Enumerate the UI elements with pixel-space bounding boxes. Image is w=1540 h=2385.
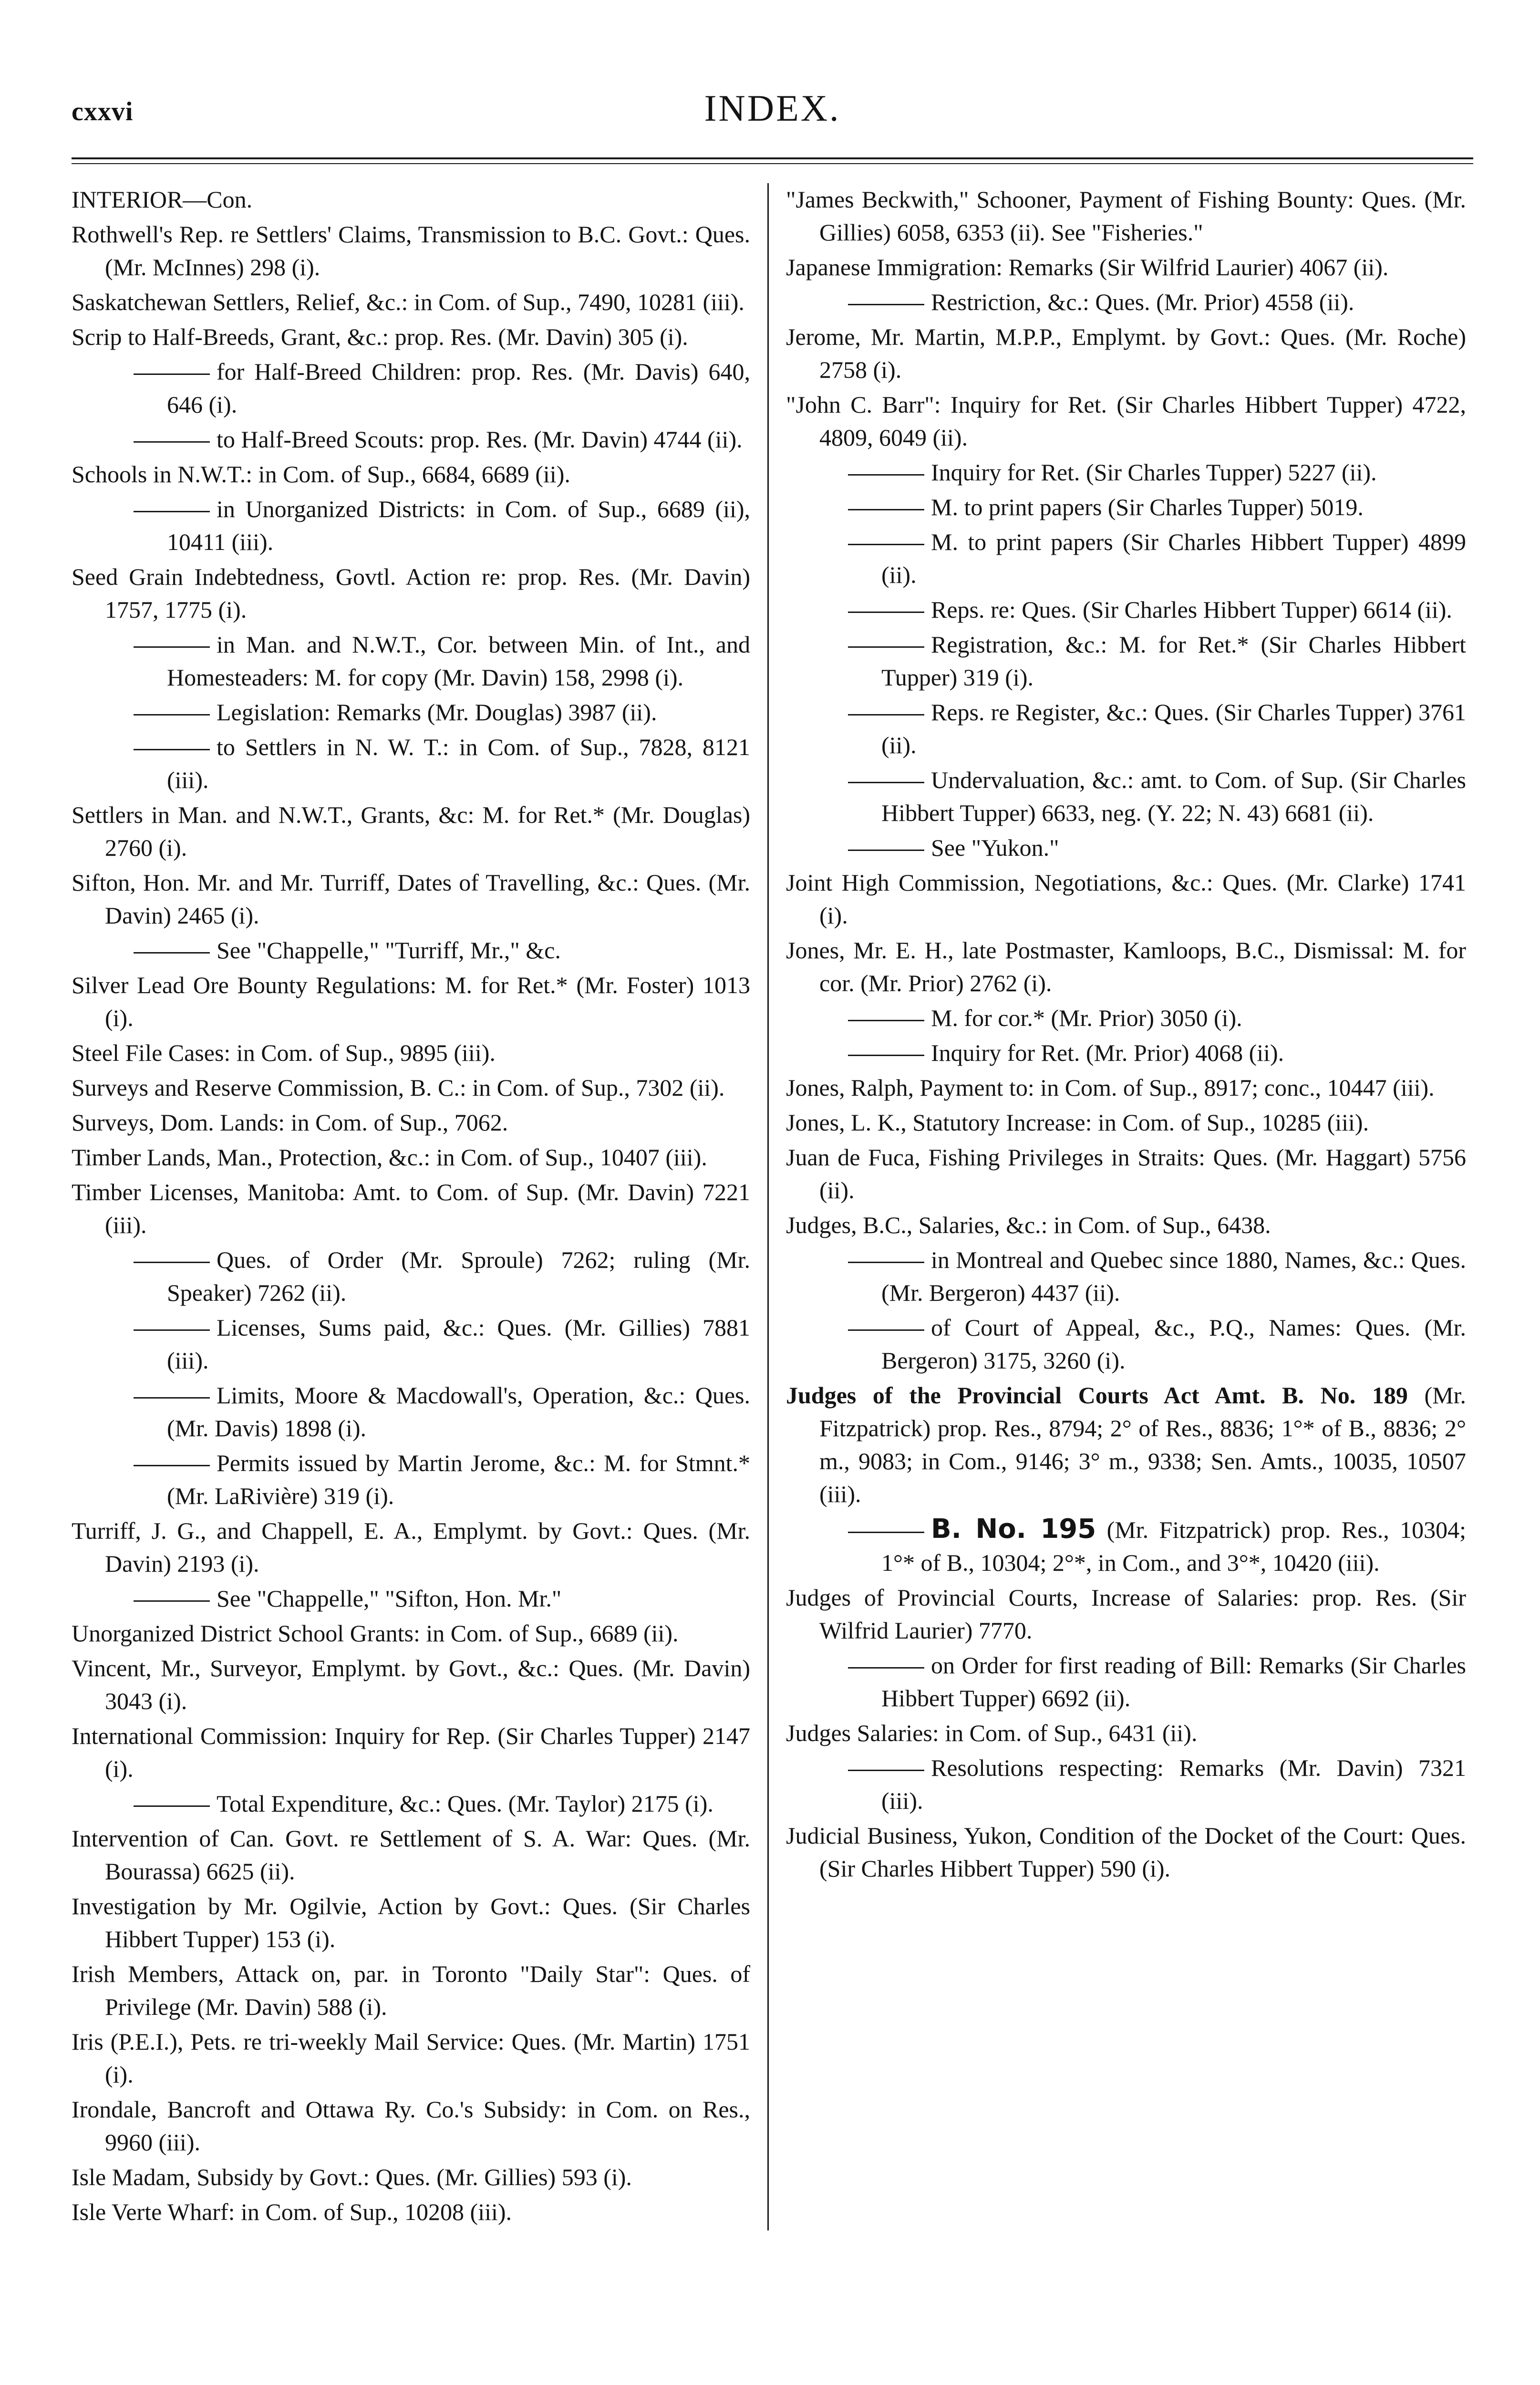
ditto-dash — [134, 1397, 210, 1399]
index-subentry — [72, 1447, 750, 1513]
index-entry — [72, 1141, 750, 1174]
index-entry — [786, 1209, 1466, 1242]
entry-text: Registration, &c.: M. for Ret.* (Sir Charles Hibbert Tupper) 319 (i). — [881, 631, 1466, 691]
entry-text: Scrip to Half-Breeds, Grant, &c.: prop. Res. (Mr. Davin) 305 (i). — [72, 323, 688, 350]
index-subentry — [72, 731, 750, 797]
index-entry — [72, 286, 750, 319]
index-subentry — [786, 1244, 1466, 1309]
entry-text: Rothwell's Rep. re Settlers' Claims, Transmission to B.C. Govt.: Ques. (Mr. McInnes) 298 (i). — [72, 221, 750, 280]
index-entry — [786, 183, 1466, 249]
entry-text: See "Chappelle," "Turriff, Mr.," &c. — [217, 937, 561, 964]
entry-text: "John C. Barr": Inquiry for Ret. (Sir Charles Hibbert Tupper) 4722, 4809, 6049 (ii). — [786, 391, 1466, 451]
index-entry — [72, 560, 750, 626]
ditto-dash — [134, 714, 210, 716]
ditto-dash — [848, 1667, 924, 1669]
index-subentry — [72, 355, 750, 421]
entry-text: Jones, Ralph, Payment to: in Com. of Sup., 8917; conc., 10447 (iii). — [786, 1074, 1435, 1101]
index-subentry — [72, 934, 750, 967]
entry-text: Timber Lands, Man., Protection, &c.: in Com. of Sup., 10407 (iii). — [72, 1144, 707, 1171]
page-number: cxxvi — [72, 97, 134, 126]
index-entry — [72, 1617, 750, 1650]
entry-text: Jones, L. K., Statutory Increase: in Com. of Sup., 10285 (iii). — [786, 1109, 1369, 1136]
entry-text: Inquiry for Ret. (Mr. Prior) 4068 (ii). — [931, 1039, 1284, 1066]
entry-text: Jones, Mr. E. H., late Postmaster, Kamloops, B.C., Dismissal: M. for cor. (Mr. Prior) 2762 (i). — [786, 937, 1466, 996]
ditto-dash — [848, 1329, 924, 1331]
entry-text: Ques. of Order (Mr. Sproule) 7262; ruling (Mr. Speaker) 7262 (ii). — [167, 1246, 750, 1306]
entry-text: Isle Madam, Subsidy by Govt.: Ques. (Mr. Gillies) 593 (i). — [72, 2164, 632, 2190]
index-entry — [72, 1652, 750, 1718]
entry-text: on Order for first reading of Bill: Remarks (Sir Charles Hibbert Tupper) 6692 (ii). — [881, 1652, 1466, 1711]
ditto-dash — [134, 749, 210, 750]
ditto-dash — [848, 1262, 924, 1263]
index-entry — [786, 1819, 1466, 1885]
entry-text: Judges, B.C., Salaries, &c.: in Com. of Sup., 6438. — [786, 1212, 1271, 1238]
entry-text: Permits issued by Martin Jerome, &c.: M. for Stmnt.* (Mr. LaRivière) 319 (i). — [167, 1450, 750, 1509]
right-column — [769, 183, 1466, 2230]
entry-text: Restriction, &c.: Ques. (Mr. Prior) 4558 (ii). — [931, 289, 1354, 315]
entry-text: Joint High Commission, Negotiations, &c.: Ques. (Mr. Clarke) 1741 (i). — [786, 869, 1466, 929]
entry-text: Irish Members, Attack on, par. in Toronto "Daily Star": Ques. of Privilege (Mr. Davin) 588 (i). — [72, 1960, 750, 2020]
index-entry — [786, 1581, 1466, 1647]
header-rule — [72, 157, 1473, 164]
entry-text: Isle Verte Wharf: in Com. of Sup., 10208 (iii). — [72, 2198, 512, 2225]
entry-text: in Montreal and Quebec since 1880, Names, &c.: Ques. (Mr. Bergeron) 4437 (ii). — [881, 1246, 1466, 1306]
index-subentry — [786, 491, 1466, 524]
ditto-dash — [134, 1465, 210, 1466]
entry-text: of Court of Appeal, &c., P.Q., Names: Ques. (Mr. Bergeron) 3175, 3260 (i). — [881, 1314, 1466, 1374]
entry-text: Settlers in Man. and N.W.T., Grants, &c: M. for Ret.* (Mr. Douglas) 2760 (i). — [72, 801, 750, 861]
index-entry — [72, 1514, 750, 1580]
entry-text: Inquiry for Ret. (Sir Charles Tupper) 5227 (ii). — [931, 459, 1377, 486]
index-entry — [72, 1890, 750, 1956]
ditto-dash — [848, 474, 924, 476]
entry-text: Reps. re: Ques. (Sir Charles Hibbert Tupper) 6614 (ii). — [931, 596, 1452, 623]
entry-text: Turriff, J. G., and Chappell, E. A., Emplymt. by Govt.: Ques. (Mr. Davin) 2193 (i). — [72, 1517, 750, 1577]
entry-text: Vincent, Mr., Surveyor, Emplymt. by Govt., &c.: Ques. (Mr. Davin) 3043 (i). — [72, 1655, 750, 1714]
index-subentry — [72, 696, 750, 729]
ditto-dash — [134, 646, 210, 648]
index-subentry — [786, 1513, 1466, 1579]
page-title: INDEX. — [704, 87, 841, 129]
index-subentry — [786, 1037, 1466, 1069]
entry-text: Legislation: Remarks (Mr. Douglas) 3987 (ii). — [217, 699, 657, 726]
index-subentry — [786, 1002, 1466, 1035]
ditto-dash — [134, 1600, 210, 1602]
index-subentry — [786, 831, 1466, 864]
index-entry — [786, 1141, 1466, 1207]
entry-text: Unorganized District School Grants: in Com. of Sup., 6689 (ii). — [72, 1620, 679, 1647]
index-entry — [72, 2093, 750, 2159]
entry-text: Silver Lead Ore Bounty Regulations: M. for Ret.* (Mr. Foster) 1013 (i). — [72, 972, 750, 1031]
index-entry — [72, 866, 750, 932]
index-subentry — [72, 493, 750, 559]
entry-text: to Settlers in N. W. T.: in Com. of Sup., 7828, 8121 (iii). — [167, 734, 750, 793]
index-subentry — [786, 593, 1466, 626]
ditto-dash — [848, 782, 924, 783]
index-entry — [72, 1106, 750, 1139]
index-entry — [786, 1106, 1466, 1139]
entry-text: Surveys, Dom. Lands: in Com. of Sup., 7062. — [72, 1109, 508, 1136]
index-subentry — [786, 526, 1466, 591]
entry-text: Saskatchewan Settlers, Relief, &c.: in Com. of Sup., 7490, 10281 (iii). — [72, 289, 744, 315]
index-entry — [72, 1822, 750, 1888]
entry-text: See "Chappelle," "Sifton, Hon. Mr." — [217, 1585, 562, 1612]
entry-text: Judicial Business, Yukon, Condition of the Docket of the Court: Ques. (Sir Charles Hibbert Tupper) 590 (i). — [786, 1822, 1466, 1882]
index-entry — [72, 2196, 750, 2229]
ditto-dash — [848, 714, 924, 716]
left-column — [72, 183, 769, 2230]
index-subentry — [72, 1787, 750, 1820]
entry-text: See "Yukon." — [931, 834, 1059, 861]
ditto-dash — [134, 1262, 210, 1263]
index-entry — [72, 218, 750, 284]
ditto-dash — [134, 952, 210, 954]
index-subentry — [786, 1649, 1466, 1715]
index-subentry — [786, 1752, 1466, 1817]
index-entry — [786, 251, 1466, 284]
entry-text: Licenses, Sums paid, &c.: Ques. (Mr. Gillies) 7881 (iii). — [167, 1314, 750, 1374]
index-entry — [786, 321, 1466, 386]
entry-text: Jerome, Mr. Martin, M.P.P., Emplymt. by Govt.: Ques. (Mr. Roche) 2758 (i). — [786, 323, 1466, 383]
entry-text: Intervention of Can. Govt. re Settlement of S. A. War: Ques. (Mr. Bourassa) 6625 (ii). — [72, 1825, 750, 1885]
entry-text: Timber Licenses, Manitoba: Amt. to Com. of Sup. (Mr. Davin) 7221 (iii). — [72, 1179, 750, 1238]
index-entry — [72, 2025, 750, 2091]
index-entry — [72, 458, 750, 491]
index-entry — [72, 798, 750, 864]
index-subentry — [72, 1582, 750, 1615]
index-entry — [72, 1071, 750, 1104]
index-heading — [72, 183, 750, 216]
entry-text: Juan de Fuca, Fishing Privileges in Straits: Ques. (Mr. Haggart) 5756 (ii). — [786, 1144, 1466, 1203]
ditto-dash — [848, 646, 924, 648]
entry-text: for Half-Breed Children: prop. Res. (Mr. Davis) 640, 646 (i). — [167, 358, 750, 418]
index-subentry — [72, 1244, 750, 1309]
entry-text: "James Beckwith," Schooner, Payment of Fishing Bounty: Ques. (Mr. Gillies) 6058, 6353 (ii). See "Fisheries." — [786, 186, 1466, 246]
ditto-dash — [848, 1020, 924, 1021]
ditto-dash — [134, 1805, 210, 1807]
index-subentry — [786, 696, 1466, 762]
entry-text: M. to print papers (Sir Charles Tupper) 5019. — [931, 494, 1364, 520]
entry-text: in Man. and N.W.T., Cor. between Min. of Int., and Homesteaders: M. for copy (Mr. Davin) 158, 2998 (i). — [167, 631, 750, 691]
entry-text: Japanese Immigration: Remarks (Sir Wilfrid Laurier) 4067 (ii). — [786, 254, 1389, 280]
index-entry — [72, 969, 750, 1035]
entry-text: International Commission: Inquiry for Rep. (Sir Charles Tupper) 2147 (i). — [72, 1722, 750, 1782]
entry-text: M. to print papers (Sir Charles Hibbert Tupper) 4899 (ii). — [881, 529, 1466, 588]
ditto-dash — [848, 509, 924, 510]
entry-text: Reps. re Register, &c.: Ques. (Sir Charles Tupper) 3761 (ii). — [881, 699, 1466, 758]
ditto-dash — [848, 304, 924, 305]
entry-text: to Half-Breed Scouts: prop. Res. (Mr. Davin) 4744 (ii). — [217, 426, 743, 453]
entry-text: Irondale, Bancroft and Ottawa Ry. Co.'s Subsidy: in Com. on Res., 9960 (iii). — [72, 2096, 750, 2156]
index-subentry — [786, 456, 1466, 489]
index-entry — [72, 1720, 750, 1785]
entry-text: Seed Grain Indebtedness, Govtl. Action re: prop. Res. (Mr. Davin) 1757, 1775 (i). — [72, 563, 750, 623]
ditto-dash — [848, 612, 924, 613]
entry-text: Schools in N.W.T.: in Com. of Sup., 6684, 6689 (ii). — [72, 461, 570, 487]
index-entry — [72, 1958, 750, 2023]
ditto-dash — [848, 1055, 924, 1056]
index-entry — [72, 321, 750, 353]
index-subentry — [72, 1379, 750, 1445]
ditto-dash — [848, 850, 924, 851]
index-subentry — [72, 628, 750, 694]
index-entry-bold — [786, 1379, 1466, 1511]
entry-text: Steel File Cases: in Com. of Sup., 9895 (iii). — [72, 1039, 496, 1066]
ditto-dash — [134, 373, 210, 375]
entry-lead: B. No. 195 — [931, 1514, 1096, 1545]
index-subentry — [786, 286, 1466, 319]
index-subentry — [72, 423, 750, 456]
ditto-dash — [848, 1770, 924, 1771]
entry-text: Investigation by Mr. Ogilvie, Action by Govt.: Ques. (Sir Charles Hibbert Tupper) 153 (i). — [72, 1893, 750, 1952]
index-subentry — [72, 1311, 750, 1377]
entry-text: Judges of Provincial Courts, Increase of Salaries: prop. Res. (Sir Wilfrid Laurier) 7770. — [786, 1584, 1466, 1644]
index-entry — [72, 1176, 750, 1242]
index-columns — [72, 183, 1473, 2230]
entry-text: Limits, Moore & Macdowall's, Operation, &c.: Ques. (Mr. Davis) 1898 (i). — [167, 1382, 750, 1441]
entry-text: (Mr. Fitzpatrick) prop. Res., 10304; 1°* of B., 10304; 2°*, in Com., and 3°*, 10420 (iii). — [881, 1516, 1466, 1576]
ditto-dash — [848, 1532, 924, 1533]
ditto-dash — [134, 1329, 210, 1331]
entry-text: Resolutions respecting: Remarks (Mr. Davin) 7321 (iii). — [881, 1754, 1466, 1814]
index-entry — [786, 934, 1466, 1000]
index-entry — [786, 866, 1466, 932]
ditto-dash — [848, 544, 924, 545]
index-entry — [786, 1717, 1466, 1750]
index-subentry — [786, 628, 1466, 694]
index-entry — [72, 2161, 750, 2194]
index-subentry — [786, 1311, 1466, 1377]
index-entry — [786, 1071, 1466, 1104]
page-header — [72, 87, 1473, 153]
entry-text: Iris (P.E.I.), Pets. re tri-weekly Mail Service: Ques. (Mr. Martin) 1751 (i). — [72, 2028, 750, 2088]
index-subentry — [786, 764, 1466, 830]
entry-text: Judges Salaries: in Com. of Sup., 6431 (ii). — [786, 1720, 1198, 1746]
entry-text: in Unorganized Districts: in Com. of Sup., 6689 (ii), 10411 (iii). — [167, 496, 750, 555]
index-entry — [72, 1037, 750, 1069]
entry-text: (Mr. Fitzpatrick) prop. Res., 8794; 2° of Res., 8836; 1°* of B., 8836; 2° m., 9083; in Com., 9146; 3° m., 9338; Sen. Amts., 10035, 10507 (iii). — [819, 1382, 1466, 1507]
entry-text: Surveys and Reserve Commission, B. C.: in Com. of Sup., 7302 (ii). — [72, 1074, 725, 1101]
entry-text: Undervaluation, &c.: amt. to Com. of Sup. (Sir Charles Hibbert Tupper) 6633, neg. (Y. 22; N. 43) 6681 (ii). — [881, 767, 1466, 826]
entry-text: INTERIOR—Con. — [72, 186, 253, 213]
ditto-dash — [134, 441, 210, 443]
entry-lead: Judges of the Provincial Courts Act Amt. B. No. 189 — [786, 1382, 1408, 1409]
ditto-dash — [134, 511, 210, 512]
index-entry — [786, 388, 1466, 454]
entry-text: Sifton, Hon. Mr. and Mr. Turriff, Dates of Travelling, &c.: Ques. (Mr. Davin) 2465 (i). — [72, 869, 750, 929]
entry-text: Total Expenditure, &c.: Ques. (Mr. Taylor) 2175 (i). — [217, 1790, 713, 1817]
entry-text: M. for cor.* (Mr. Prior) 3050 (i). — [931, 1005, 1242, 1031]
